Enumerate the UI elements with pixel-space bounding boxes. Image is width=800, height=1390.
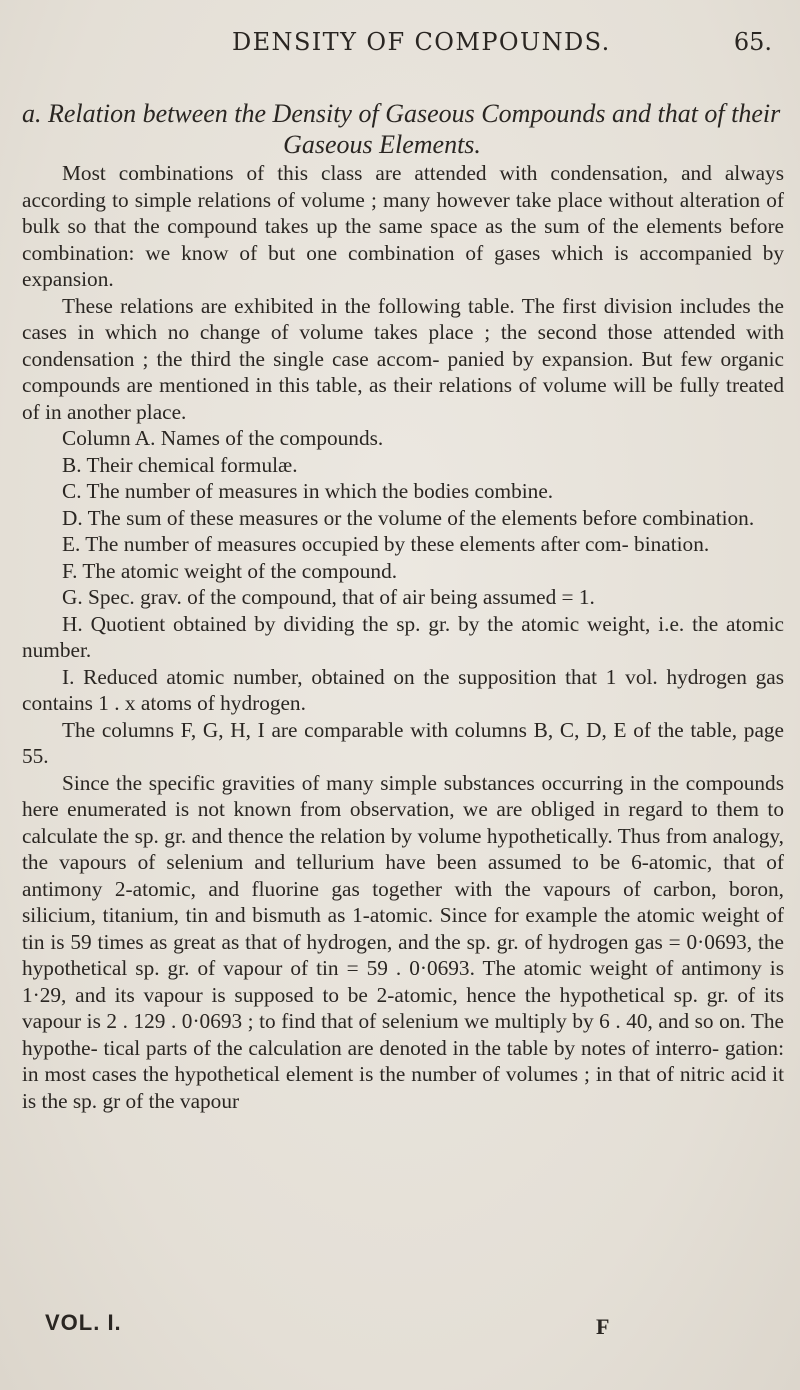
volume-label: VOL. I. — [45, 1310, 122, 1335]
column-c-description: C. The number of measures in which the bodies combine. — [62, 479, 554, 503]
column-h-description: H. Quotient obtained by dividing the sp. gr. by the atomic weight, i.e. the atomic number. — [22, 611, 784, 662]
signature-mark: F — [596, 1314, 610, 1339]
column-a-description: Column A. Names of the compounds. — [62, 426, 384, 450]
paragraph-table-description: These relations are exhibited in the following table. The first division includes the cases in which no change of volume takes place ; the second those attended with condensation ; the third the single case accom- panied by expansion. But few organic compounds are mentioned in this table, as their relations of volume will be fully treated of in another place. — [22, 293, 784, 424]
column-b-description: B. Their chemical formulæ. — [62, 452, 298, 477]
page-number: 65. — [733, 28, 772, 56]
section-heading-line-2: Gaseous Elements. — [283, 130, 481, 159]
column-e-description: E. The number of measures occupied by these elements after com- bination. — [62, 532, 710, 556]
column-f-description: F. The atomic weight of the compound. — [62, 558, 398, 583]
paragraph-intro: Most combinations of this class are attended with condensation, and always according to simple relations of volume ; many however take place without alteration of bulk so that the compound takes up the same space as the sum of the elements before combination: we know of but one combination of gases which is accompanied by expansion. — [22, 161, 784, 291]
section-heading-line-1: a. Relation between the Density of Gaseous Compounds and that of their — [22, 99, 781, 128]
column-i-description: I. Reduced atomic number, obtained on the supposition that 1 vol. hydrogen gas contains 1 . x atoms of hydrogen. — [22, 664, 784, 715]
paragraph-hypothetical: Since the specific gravities of many simple substances occurring in the compounds here enumerated is not known from observation, we are obliged in regard to them to calculate the sp. gr. and thence the relation by volume hypothetically. Thus from analogy, the vapours of selenium and tellurium have been assumed to be 6-atomic, that of antimony 2-atomic, and fluorine gas together with the vapours of carbon, boron, silicium, titanium, tin and bismuth as 1-atomic. Since for example the atomic weight of tin is 59 times as great as that of hydrogen, and the sp. gr. of hydrogen gas = 0·0693, the hypothetical sp. gr. of vapour of tin = 59 . 0·0693. The atomic weight of antimony is 1·29, and its vapour is supposed to be 2-atomic, hence the hypothetical sp. gr. of its vapour is 2 . 129 . 0·0693 ; to find that of selenium we multiply by 6 . 40, and so on. The hypothe- tical parts of the calculation are denoted in the table by notes of interro- gation: in most cases the hypothetical element is the number of volumes ; in that of nitric acid it is the sp. gr of the vapour — [22, 770, 784, 1113]
column-d-description: D. The sum of these measures or the volume of the elements before combination. — [62, 505, 755, 530]
paragraph-comparable-columns: The columns F, G, H, I are comparable with columns B, C, D, E of the table, page 55. — [22, 717, 784, 768]
running-title: DENSITY OF COMPOUNDS. — [232, 28, 611, 56]
body-text — [22, 160, 784, 1114]
section-heading — [22, 98, 782, 160]
running-head — [0, 28, 800, 68]
page-footer — [0, 1310, 800, 1350]
column-g-description: G. Spec. grav. of the compound, that of air being assumed = 1. — [62, 585, 595, 609]
